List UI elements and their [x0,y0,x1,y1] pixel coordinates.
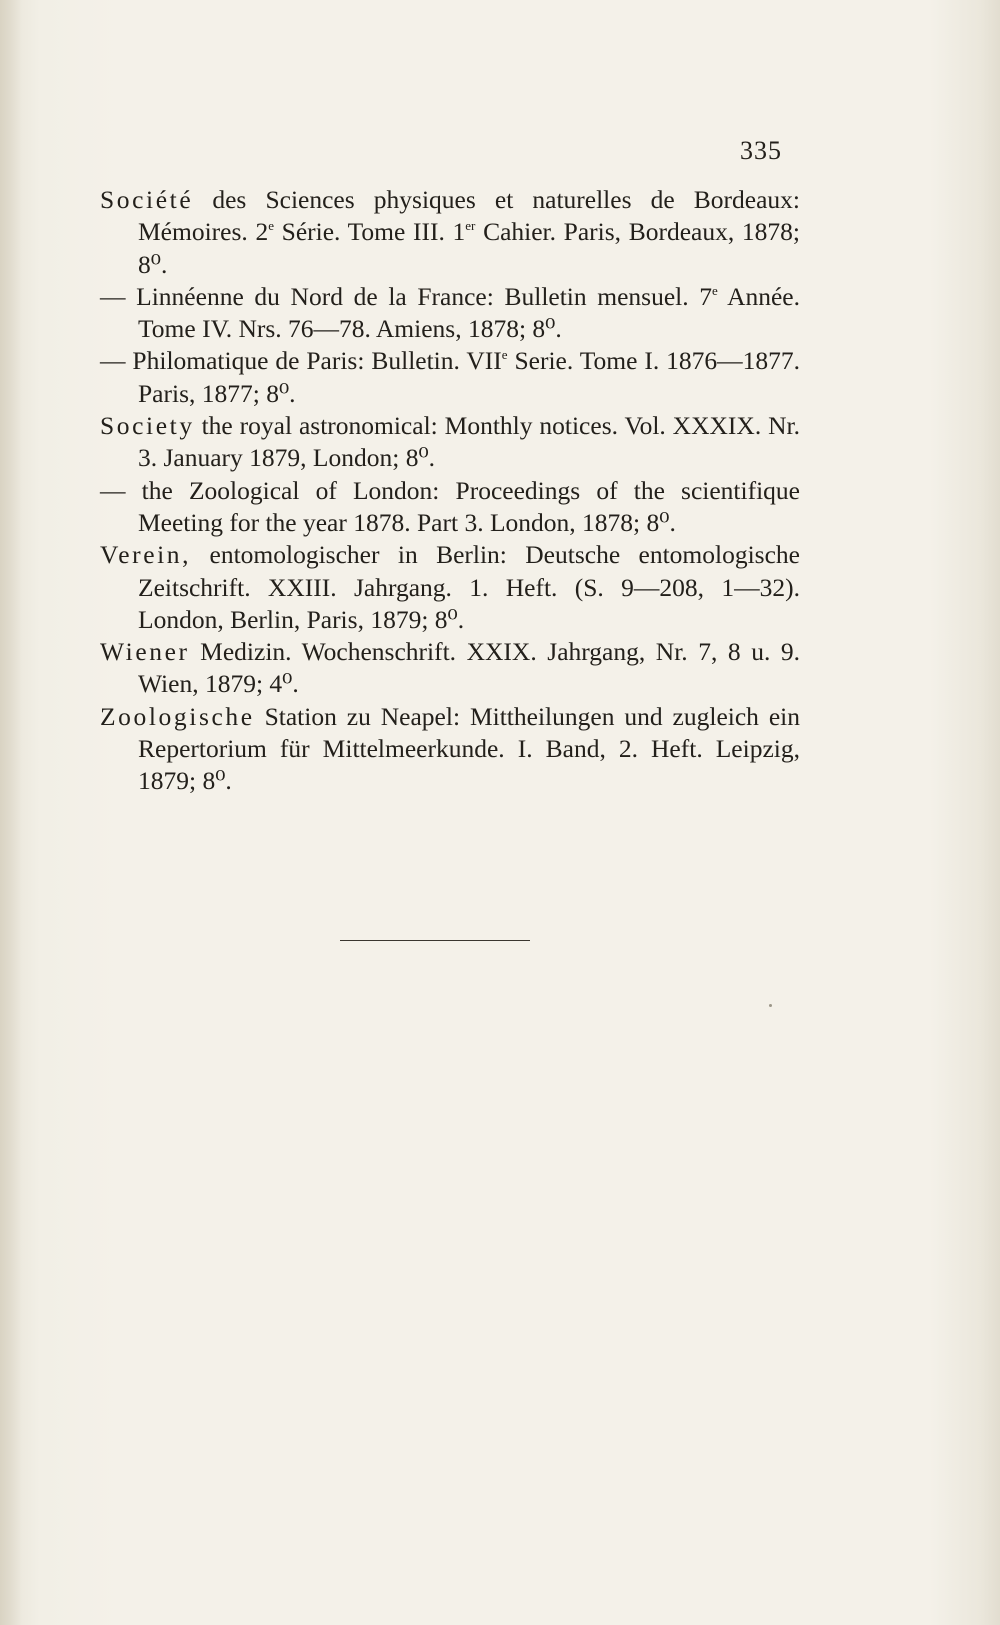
entry-philomatique [100,345,800,410]
entry-linneenne [100,281,800,346]
entry-text: Station zu Neapel: Mittheilungen und zugleich ein Repertorium für Mittelmeerkunde. I. Band, 2. Heft. Leipzig, 1879; 8⁰. [138,701,800,796]
entry-text: the royal astronomical: Monthly notices. Vol. XXXIX. Nr. 3. January 1879, London; 8⁰. [138,411,800,473]
entry-text: Linnéenne du Nord de la France: Bulletin mensuel. 7 [125,281,713,311]
entry-head: Zoologische [100,701,255,731]
entry-text: des Sciences physiques et naturelles de Bordeaux: Mémoires. 2 [138,185,800,247]
page-number: 335 [740,136,782,165]
paper-speck [769,1004,772,1007]
entry-list [100,184,800,798]
ditto-dash: — [100,281,126,311]
ditto-dash: — [100,346,126,376]
end-rule [340,940,530,941]
superscript: e [712,282,718,298]
entry-text: the Zoological of London: Proceedings of the scientifique Meeting for the year 1878. Part 3. London, 1878; 8⁰. [125,475,800,537]
entry-societe-bordeaux [100,184,800,281]
entry-text: Serie. Tome I. 1876—1877. Paris, 1877; 8⁰. [138,346,801,408]
entry-text: Medizin. Wochenschrift. XXIX. Jahrgang, Nr. 7, 8 u. 9. Wien, 1879; 4⁰. [138,637,800,699]
binding-shadow [0,0,22,1625]
entry-head: Société [100,185,194,214]
entry-text: Cahier. Paris, Bordeaux, 1878; 8⁰. [138,217,800,279]
entry-text: Philomatique de Paris: Bulletin. VII [125,346,502,376]
entry-text: Série. Tome III. 1 [273,217,466,247]
entry-verein-entomologischer [100,539,800,636]
entry-zoological-london [100,475,800,540]
entry-text: entomologischer in Berlin: Deutsche entomologische Zeitschrift. XXIII. Jahrgang. 1. Heft. (S. 9—208, 1—32). London, Berlin, Paris, 1879; 8⁰. [138,540,800,634]
entry-text: Année. Tome IV. Nrs. 76—78. Amiens, 1878; 8⁰. [138,281,800,344]
entry-zoologische-station [100,701,800,798]
entry-wiener-wochenschrift [100,636,800,701]
entry-head: Society [100,411,195,441]
superscript: e [501,347,508,363]
entry-society-astronomical [100,410,800,475]
entry-head: Wiener [100,637,190,667]
entry-head: Verein, [100,540,192,570]
ditto-dash: — [100,475,126,505]
superscript: e [268,218,274,234]
superscript: er [465,218,476,234]
